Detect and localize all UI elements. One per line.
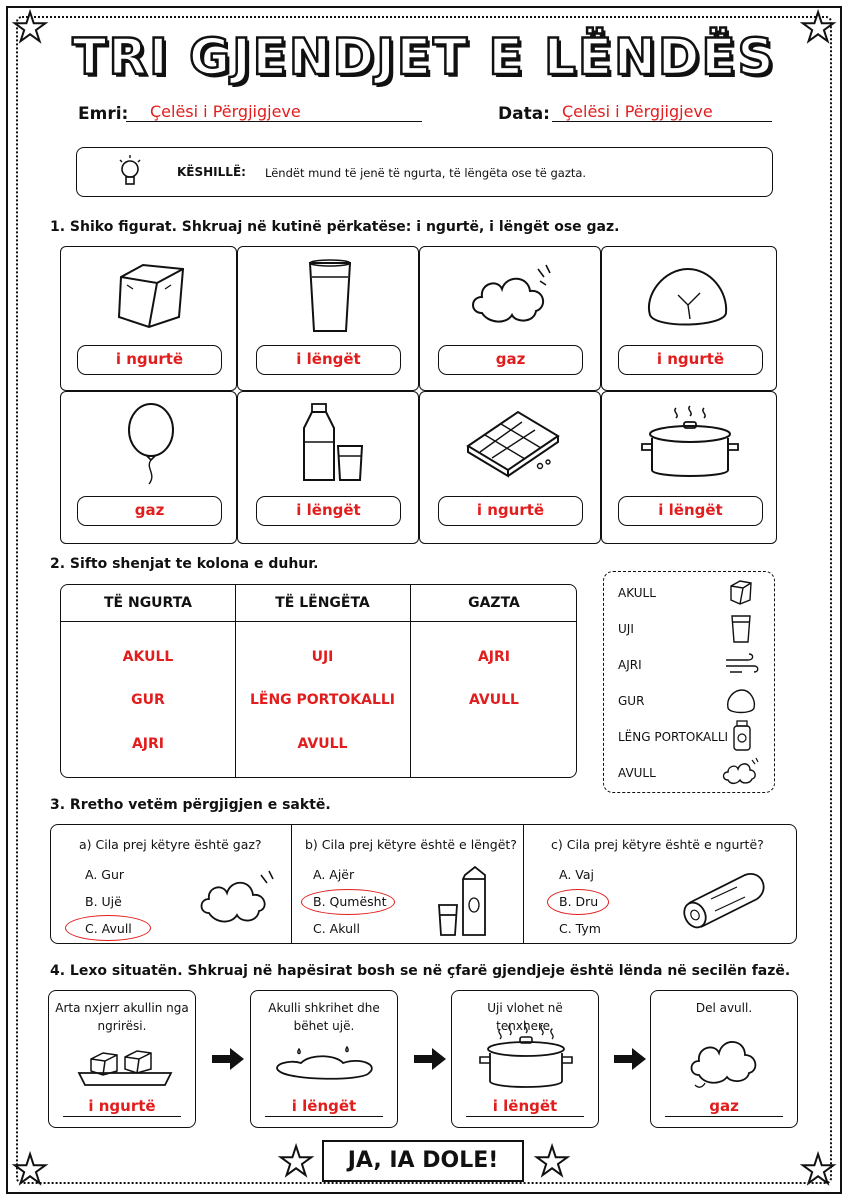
word-bank-item: UJI [618,622,634,636]
question-2-prompt: 2. Sifto shenjat te kolona e duhur. [50,556,319,572]
q1-answer-box[interactable]: gaz [77,496,222,526]
scenario-text: Uji vlohet në tenxhere. [487,1001,563,1033]
question-4-prompt: 4. Lexo situatën. Shkruaj në hapësirat bosh se në çfarë gjendjeje është lënda në secilën fazë. [50,963,791,979]
steam-cloud-icon [687,1031,763,1091]
mc-option[interactable]: C. Akull [313,921,360,936]
steam-cloud-icon [468,263,556,333]
table-cell: LËNG PORTOKALLI [249,692,396,708]
tip-text: Lëndët mund të jenë të ngurta, të lëngëta ose të gazta. [265,166,587,180]
scenario-answer[interactable]: gaz [665,1096,783,1117]
date-label: Data: [498,104,550,124]
word-bank-item: GUR [618,694,645,708]
ice-cube-icon [728,578,754,606]
scenario-step-1 [48,990,196,1128]
star-icon: ★ [534,1139,570,1185]
scenario-step-2 [250,990,398,1128]
juice-bottle-icon [732,720,752,752]
mc-option[interactable]: A. Vaj [559,867,594,882]
mc-option[interactable]: B. Ujë [85,894,122,909]
column-header-gas: GAZTA [468,595,520,611]
page-title: TRI GJENDJET E LËNDËS [72,28,776,86]
q1-cell-milk [237,391,419,544]
date-value: Çelësi i Përgjigjeve [562,102,713,121]
table-cell: AVULL [297,736,348,752]
q1-answer-box[interactable]: i ngurtë [77,345,222,375]
water-puddle-icon [271,1045,381,1085]
multiple-choice-box [50,824,797,944]
scenario-text: Akulli shkrihet dhe bëhet ujë. [268,1001,380,1033]
balloon-icon [125,404,177,486]
q1-cell-water [237,246,419,391]
mc-option-selected[interactable]: B. Dru [559,894,599,909]
steam-cloud-icon [722,758,760,786]
scenario-answer[interactable]: i lëngët [466,1096,584,1117]
column-header-liquid: TË LËNGËTA [275,595,370,611]
mc-option-selected[interactable]: B. Qumësht [313,894,387,909]
word-bank-item: AVULL [618,766,656,780]
mc-divider [523,825,524,943]
milk-bottle-icon [300,402,366,484]
scenario-text: Arta nxjerr akullin nga ngrirësi. [55,1001,189,1033]
milk-carton-icon [435,865,499,937]
star-icon: ★ [12,5,48,51]
table-cell: AJRI [477,649,511,665]
cooking-pot-icon [638,404,742,484]
rock-icon [644,265,730,331]
word-bank-item: AJRI [618,658,642,672]
question-1-prompt: 1. Shiko figurat. Shkruaj në kutinë përkatëse: i ngurtë, i lëngët ose gaz. [50,219,620,235]
question-3-prompt: 3. Rretho vetëm përgjigjen e saktë. [50,797,331,813]
scenario-answer[interactable]: i ngurtë [63,1096,181,1117]
word-bank [603,571,775,793]
q1-cell-pot [601,391,777,544]
arrow-right-icon [614,1048,646,1070]
name-label: Emri: [78,104,129,124]
q1-answer-box[interactable]: i ngurtë [438,496,583,526]
scenario-step-4 [650,990,798,1128]
footer-banner: JA, IA DOLE! [322,1140,524,1182]
mc-option[interactable]: C. Tym [559,921,601,936]
q1-answer-box[interactable]: i ngurtë [618,345,763,375]
boiling-pot-icon [476,1023,576,1093]
q1-grid [60,246,777,544]
name-field[interactable] [126,100,422,122]
table-divider [61,621,576,622]
table-cell: AJRI [131,736,165,752]
lightbulb-icon [117,154,143,192]
table-cell: GUR [131,692,165,708]
answer-circle [65,915,151,941]
answer-circle [547,889,609,915]
wind-icon [724,652,760,676]
ice-cube-icon [113,261,189,329]
mc-option[interactable]: A. Gur [85,867,125,882]
q1-answer-box[interactable]: i lëngët [256,345,401,375]
table-cell: AKULL [122,649,174,665]
mc-question-b: b) Cila prej këtyre është e lëngët? [305,837,517,852]
water-glass-icon [730,614,752,644]
mc-option-selected[interactable]: C. Avull [85,921,132,936]
mc-question-c: c) Cila prej këtyre është e ngurtë? [551,837,764,852]
q1-cell-chocolate [419,391,601,544]
q1-cell-rock [601,246,777,391]
mc-divider [291,825,292,943]
star-icon: ★ [800,1147,836,1193]
name-value: Çelësi i Përgjigjeve [150,102,301,121]
table-cell: AVULL [469,692,519,708]
mc-question-a: a) Cila prej këtyre është gaz? [79,837,262,852]
q1-cell-ice [60,246,237,391]
scenario-answer[interactable]: i lëngët [265,1096,383,1117]
q1-cell-balloon [60,391,237,544]
rock-icon [726,688,756,714]
answer-circle [301,889,395,915]
chocolate-bar-icon [462,406,562,478]
steam-cloud-icon [197,869,277,927]
table-cell: UJI [311,649,334,665]
word-bank-item: LËNG PORTOKALLI [618,730,729,744]
q1-answer-box[interactable]: gaz [438,345,583,375]
star-icon: ★ [800,5,836,51]
column-header-solid: TË NGURTA [103,595,192,611]
word-bank-item: AKULL [618,586,656,600]
star-icon: ★ [278,1139,314,1185]
star-icon: ★ [12,1147,48,1193]
mc-option[interactable]: A. Ajër [313,867,355,882]
ice-tray-icon [75,1043,175,1087]
arrow-right-icon [414,1048,446,1070]
sort-table [60,584,577,778]
q1-cell-steam [419,246,601,391]
q1-answer-box[interactable]: i lëngët [256,496,401,526]
tip-box [76,147,773,197]
q1-answer-box[interactable]: i lëngët [618,496,763,526]
arrow-right-icon [212,1048,244,1070]
water-glass-icon [306,259,354,335]
date-field[interactable] [552,100,772,122]
tip-label: KËSHILLË: [177,165,246,179]
scenario-step-3 [451,990,599,1128]
wood-log-icon [675,869,771,929]
scenario-text: Del avull. [695,1001,753,1015]
